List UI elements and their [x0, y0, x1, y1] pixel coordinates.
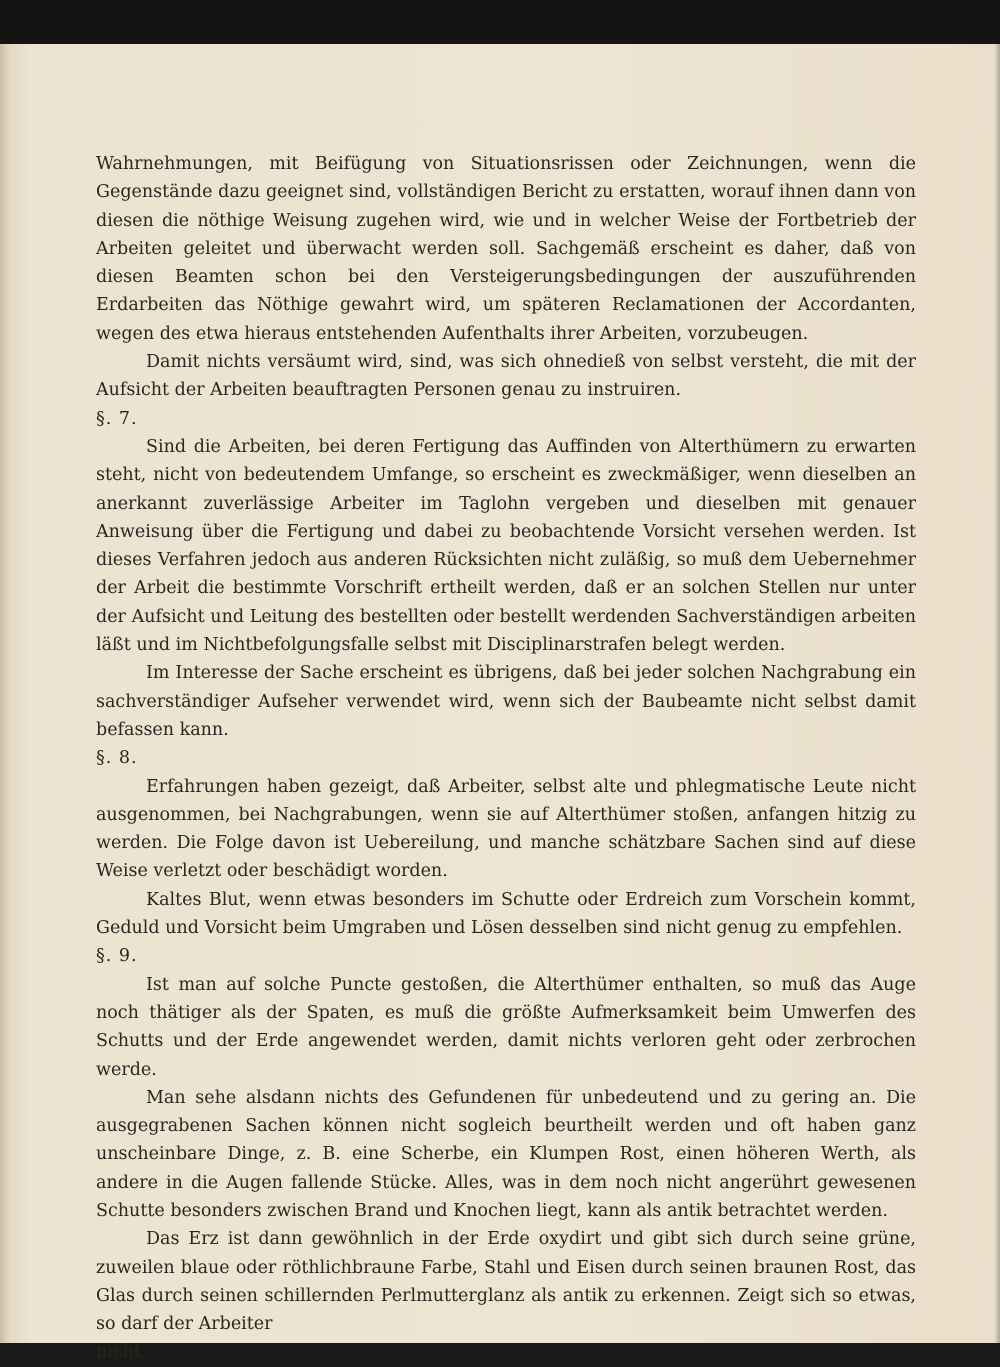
- paragraph-man: Man sehe alsdann nichts des Gefundenen für unbedeutend und zu gering an. Die ausgegrabenen Sachen können nicht sogleich beurtheilt werden und oft haben ganz unscheinbare Dinge, z. B. eine Scherbe, ein Klumpen Rost, einen höheren Werth, als andere in die Augen fallende Stücke. Alles, was in dem noch nicht angerührt gewesenen Schutte besonders zwischen Brand und Knochen liegt, kann als antik betrachtet werden.: [96, 1087, 916, 1221]
- paragraph-sind: Sind die Arbeiten, bei deren Fertigung das Auffinden von Alterthümern zu erwarten steht, nicht von bedeutendem Umfange, so erscheint es zweckmäßiger, wenn dieselben an anerkannt zuverlässige Arbeiter im Taglohn vergeben und dieselben mit genauer Anweisung über die Fertigung und dabei zu beobachtende Vorsicht versehen werden. Ist dieses Verfahren jedoch aus anderen Rücksichten nicht zuläßig, so muß dem Uebernehmer der Arbeit die bestimmte Vorschrift ertheilt werden, daß er an solchen Stellen nur unter der Aufsicht und Leitung des bestellten oder bestellt werdenden Sachverständigen arbeiten läßt und im Nichtbefolgungsfalle selbst mit Disciplinarstrafen belegt werden.: [96, 436, 916, 656]
- document-page: [0, 44, 1000, 1363]
- paragraph-damit: Damit nichts versäumt wird, sind, was sich ohnedieß von selbst versteht, die mit der Aufsicht der Arbeiten beauftragten Personen genau zu instruiren.: [96, 352, 916, 401]
- section-heading-7: §. 7.: [96, 408, 138, 429]
- paragraph-kaltes: Kaltes Blut, wenn etwas besonders im Schutte oder Erdreich zum Vorschein kommt, Geduld und Vorsicht beim Umgraben und Lösen desselben sind nicht genug zu empfehlen.: [96, 889, 916, 939]
- paragraph-interesse: Im Interesse der Sache erscheint es übrigens, daß bei jeder solchen Nachgrabung ein sachverständiger Aufseher verwendet wird, wenn sich der Baubeamte nicht selbst damit befassen kann.: [96, 663, 916, 740]
- page-text-body: [96, 150, 916, 1367]
- paragraph-erfahrungen: Erfahrungen haben gezeigt, daß Arbeiter, selbst alte und phlegmatische Leute nicht ausgenommen, bei Nachgrabungen, wenn sie auf Alterthümer stoßen, anfangen hitzig zu werden. Die Folge davon ist Uebereilung, und manche schätzbare Sachen sind auf diese Weise verletzt oder beschädigt worden.: [96, 776, 916, 882]
- paragraph-erz: Das Erz ist dann gewöhnlich in der Erde oxydirt und gibt sich durch seine grüne, zuweilen blaue oder röthlichbraune Farbe, Stahl und Eisen durch seinen braunen Rost, das Glas durch seinen schillernden Perlmutterglanz als antik zu erkennen. Zeigt sich so etwas, so darf der Arbeiter: [96, 1229, 916, 1335]
- section-heading-9: §. 9.: [96, 946, 138, 967]
- catchword: nicht: [96, 1342, 141, 1363]
- section-heading-8: §. 8.: [96, 748, 138, 769]
- paragraph-ist: Ist man auf solche Puncte gestoßen, die Alterthümer enthalten, so muß das Auge noch thätiger als der Spaten, es muß die größte Aufmerksamkeit beim Umwerfen des Schutts und der Erde angewendet werden, damit nichts verloren geht oder zerbrochen werde.: [96, 974, 916, 1080]
- scan-top-border: [0, 0, 1000, 44]
- paragraph-continued: Wahrnehmungen, mit Beifügung von Situationsrissen oder Zeichnungen, wenn die Gegenstände dazu geeignet sind, vollständigen Bericht zu erstatten, worauf ihnen dann von diesen die nöthige Weisung zugehen wird, wie und in welcher Weise der Fortbetrieb der Arbeiten geleitet und überwacht werden soll. Sachgemäß erscheint es daher, daß von diesen Beamten schon bei den Versteigerungsbedingungen der auszuführenden Erdarbeiten das Nöthige gewahrt wird, um späteren Reclamationen der Accordanten, wegen des etwa hieraus entstehenden Aufenthalts ihrer Arbeiten, vorzubeugen.: [96, 154, 916, 344]
